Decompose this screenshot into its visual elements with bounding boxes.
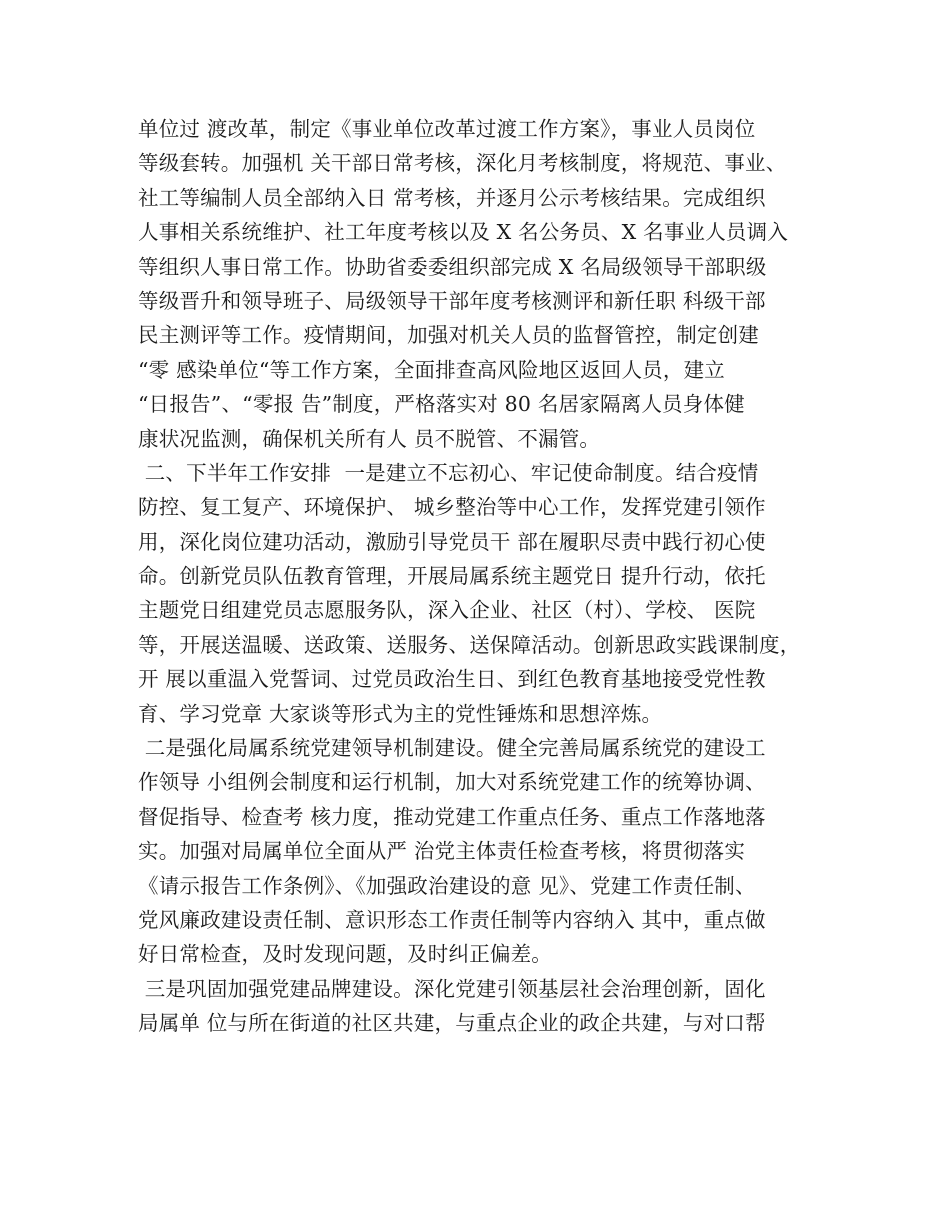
text-line-9: “日报告”、“零报 告”制度，严格落实对 80 名居家隔离人员身体健 (138, 392, 745, 417)
text-line-22: 实。加强对局属单位全面从严 治党主体责任检查考核，将贯彻落实 (138, 839, 746, 864)
text-line-26: 三是巩固加强党建品牌建设。深化党建引领基层社会治理创新，固化 (138, 976, 766, 1001)
text-line-16: 等，开展送温暖、送政策、送服务、送保障活动。创新思政实践课制度， (138, 632, 801, 657)
text-line-5: 等组织人事日常工作。协助省委委组织部完成 X 名局级领导干部职级 (138, 254, 767, 279)
text-line-3: 社工等编制人员全部纳入日 常考核，并逐月公示考核结果。完成组织 (138, 185, 766, 210)
text-line-15: 主题党日组建党员志愿服务队，深入企业、社区（村）、学校、 医院 (138, 598, 756, 623)
text-line-13: 用，深化岗位建功活动，激励引导党员干 部在履职尽责中践行初心使 (138, 529, 766, 554)
text-line-8: “零 感染单位“等工作方案，全面排查高风险地区返回人员，建立 (138, 357, 725, 382)
text-line-7: 民主测评等工作。疫情期间，加强对机关人员的监督管控，制定创建 (138, 323, 759, 348)
text-line-1: 单位过 渡改革，制定《事业单位改革过渡工作方案》，事业人员岗位 (138, 117, 756, 141)
text-line-27: 局属单 位与所在街道的社区共建，与重点企业的政企共建，与对口帮 (138, 1011, 766, 1036)
text-line-12: 防控、复工复产、环境保护、 城乡整治等中心工作，发挥党建引领作 (138, 495, 766, 520)
text-line-11: 二、下半年工作安排 一是建立不忘初心、牢记使命制度。结合疫情 (138, 460, 759, 485)
text-line-23: 《请示报告工作条例》、《加强政治建设的意 见》、党建工作责任制、 (138, 873, 756, 898)
text-line-18: 育、学习党章 大家谈等形式为主的党性锤炼和思想淬炼。 (138, 701, 663, 726)
text-line-2: 等级套转。加强机 关干部日常考核，深化月考核制度，将规范、事业、 (138, 151, 787, 176)
text-line-6: 等级晋升和领导班子、局级领导干部年度考核测评和新任职 科级干部 (138, 288, 766, 313)
text-line-17: 开 展以重温入党誓词、过党员政治生日、到红色教育基地接受党性教 (138, 667, 766, 692)
text-line-14: 命。创新党员队伍教育管理，开展局属系统主题党日 提升行动，依托 (138, 564, 766, 589)
text-line-19: 二是强化局属系统党建领导机制建设。健全完善局属系统党的建设工 (138, 736, 766, 761)
text-line-4: 人事相关系统维护、社工年度考核以及 X 名公务员、X 名事业人员调入 (138, 220, 789, 245)
text-line-25: 好日常检查，及时发现问题，及时纠正偏差。 (138, 942, 552, 967)
document-body (138, 112, 838, 1041)
text-line-24: 党风廉政建设责任制、意识形态工作责任制等内容纳入 其中，重点做 (138, 907, 766, 932)
text-line-21: 督促指导、检查考 核力度，推动党建工作重点任务、重点工作落地落 (138, 804, 766, 829)
text-line-10: 康状况监测，确保机关所有人 员不脱管、不漏管。 (138, 426, 601, 451)
text-line-20: 作领导 小组例会制度和运行机制，加大对系统党建工作的统筹协调、 (138, 770, 766, 795)
